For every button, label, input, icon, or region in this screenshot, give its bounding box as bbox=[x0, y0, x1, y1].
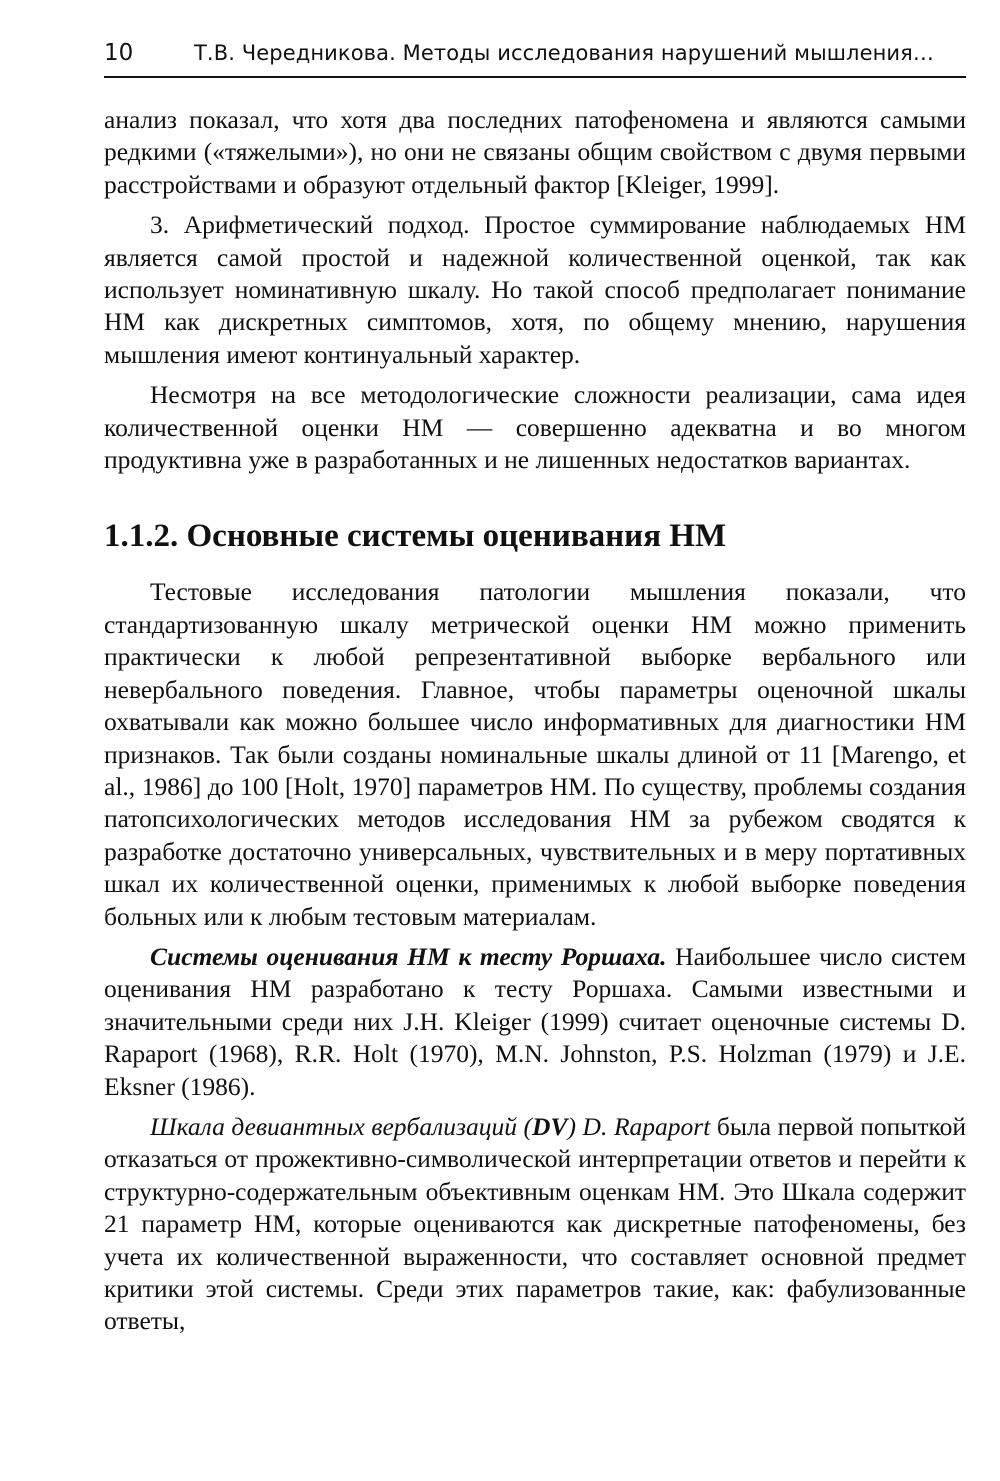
running-header bbox=[104, 40, 966, 78]
rorschach-text: Наибольшее число систем оценивания НМ разработано к тесту Роршаха. Самыми известными и значительными среди них J.H. Kleiger (1999) считает оценочные системы D. Rapaport (1968), R.R. Holt (1970), M.N. Johnston, P.S. Holzman (1979) и J.E. Eksner (1986). bbox=[104, 941, 966, 1101]
dv-abbrev: DV bbox=[532, 1111, 568, 1141]
paragraph-rorschach-systems bbox=[104, 941, 966, 1103]
paragraph-continuation: анализ показал, что хотя два последних патофеномена и являются самыми редкими («тяжелыми»), но они не связаны общим свойством с двумя первыми расстройствами и образуют отдельный фактор [Kleiger, 1999]. bbox=[104, 105, 966, 199]
paragraph-rapaport-scale bbox=[104, 1111, 966, 1338]
paragraph-arithmetic-approach: 3. Арифметический подход. Простое суммирование наблюдаемых НМ является самой простой и надежной количественной оценкой, так как использует номинативную шкалу. Но такой способ предполагает понимание НМ как дискретных симптомов, хотя, по общему мнению, нарушения мышления имеют континуальный характер. bbox=[104, 210, 966, 369]
section-heading: 1.1.2. Основные системы оценивания НМ bbox=[104, 518, 727, 555]
dv-lead-c: ) D. Rapaport bbox=[567, 1111, 711, 1141]
rorschach-lead-phrase: Системы оценивания НМ к тесту Роршаха. bbox=[150, 941, 667, 971]
page-number: 10 bbox=[104, 40, 134, 66]
body-text bbox=[104, 104, 966, 1338]
rapaport-text: была первой попыткой отказаться от прожективно-символической интерпретации ответов и перейти к структурно-содержательным объективным оценкам НМ. Это Шкала содержит 21 параметр НМ, которые оцениваются как дискретные патофеномены, без учета их количественной выраженности, что составляет основной предмет критики этой системы. Среди этих параметров такие, как: фабулизованные ответы, bbox=[104, 1111, 966, 1336]
book-page bbox=[104, 40, 966, 1346]
running-title: Т.В. Чередникова. Методы исследования нарушений мышления… bbox=[194, 41, 935, 65]
paragraph-methodology: Несмотря на все методологические сложности реализации, сама идея количественной оценки НМ — совершенно адекватна и во многом продуктивна уже в разработанных и не лишенных недостатков вариантах. bbox=[104, 380, 966, 475]
dv-lead-a: Шкала девиантных вербализаций ( bbox=[150, 1111, 533, 1141]
paragraph-test-research: Тестовые исследования патологии мышления показали, что стандартизованную шкалу метрической оценки НМ можно применить практически к любой репрезентативной выборке вербального или невербального поведения. Главное, чтобы параметры оценочной шкалы охватывали как можно большее число информативных для диагностики НМ признаков. Так были созданы номинальные шкалы длиной от 11 [Marengo, et al., 1986] до 100 [Holt, 1970] параметров НМ. По существу, проблемы создания патопсихологических методов исследования НМ за рубежом сводятся к разработке достаточно универсальных, чувствительных и в меру портативных шкал их количественной оценки, применимых к любой выборке поведения больных или к любым тестовым материалам. bbox=[104, 577, 966, 931]
